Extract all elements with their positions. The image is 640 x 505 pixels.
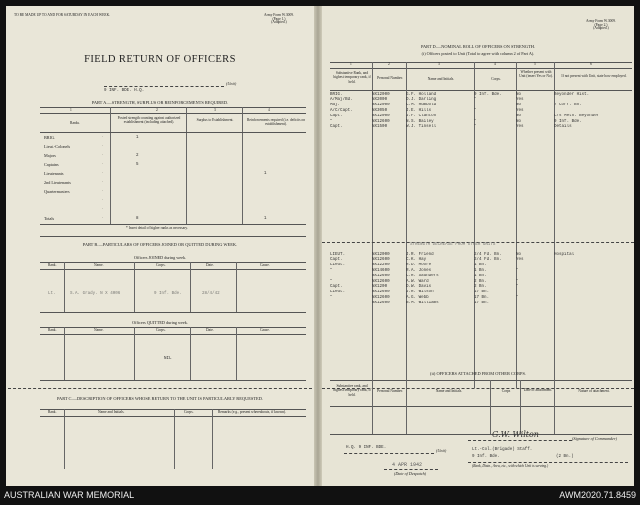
partD-col-number: 3 <box>438 62 440 66</box>
partA-reinf: 1 <box>264 217 267 221</box>
roll-cell: 17 Bn. <box>474 295 490 300</box>
roll-cell: " <box>474 98 477 103</box>
quitted-col-corps: Corps. <box>156 328 166 332</box>
roll-cell: NX12600 <box>372 295 390 300</box>
roll-cell: 7 Corr. Bn. <box>554 103 582 108</box>
partD-header-corps: Corps. <box>491 77 501 81</box>
partC-col-name: Name and Initials. <box>98 410 125 414</box>
partA-dots: · <box>102 198 104 202</box>
roll-cell: " <box>516 295 519 300</box>
page-fold <box>314 6 322 486</box>
partA-col-number: 2 <box>156 108 158 112</box>
roll-cell: NX12200 <box>372 263 390 268</box>
form-ref: Army Form W.3009. (Page 1.) (Adapted.) <box>264 13 294 25</box>
joined-col-date: Date. <box>206 263 214 267</box>
partD-header-employed: If not present with Unit, state how employed. <box>561 74 627 78</box>
roll-cell: No <box>516 119 522 124</box>
roll-cell: 1 Bn. <box>474 274 487 279</box>
roll-cell: W.J. Tinsell <box>406 125 437 130</box>
roll-cell: BRIG. <box>330 92 343 97</box>
partA-rank: Lieut.-Colonels <box>44 144 71 149</box>
roll-cell: NX2000 <box>372 98 388 103</box>
partE-col-corps: Corps <box>501 389 511 393</box>
roll-cell: Capt. <box>330 125 343 130</box>
roll-cell: NX12000 <box>372 114 390 119</box>
roll-row <box>330 124 632 129</box>
partD-col-number: 1 <box>350 62 352 66</box>
partC-col-rank: Rank. <box>48 410 57 414</box>
partA-dots: · <box>102 189 104 193</box>
quitted-col-name: Name. <box>94 328 104 332</box>
roll-cell: NX12000 <box>372 252 390 257</box>
roll-cell: N.S. Bailey <box>406 119 434 124</box>
quitted-col-cause: Cause. <box>260 328 270 332</box>
roll-cell: D.W. Davis <box>406 285 432 290</box>
roll-cell: No <box>516 92 522 97</box>
roll-cell: 1 Bn. <box>474 263 487 268</box>
roll-cell: " <box>330 301 333 306</box>
partA-col-number: 3 <box>214 108 216 112</box>
roll-cell: Lieut. <box>330 263 346 268</box>
roll-cell: " <box>330 119 333 124</box>
roll-cell: 2 Bn. <box>474 285 487 290</box>
roll-cell: 9 Inf. Bde. <box>554 119 582 124</box>
roll-cell: " <box>474 108 477 113</box>
roll-cell: NX12600 <box>372 279 390 284</box>
partD-col-number: 4 <box>494 62 496 66</box>
roll-cell: 17 Bn. <box>474 290 490 295</box>
roll-cell: R.A. Jones <box>406 268 432 273</box>
roll-cell: Yes <box>516 258 524 263</box>
roll-cell: J.F. Clanton <box>406 114 437 119</box>
roll-cell: C.M. Humbold <box>406 103 437 108</box>
roll-cell: Capt. <box>330 258 343 263</box>
partA-dots: · <box>102 180 104 184</box>
partA-rank: BRIG. <box>44 135 56 140</box>
roll-cell: " <box>474 103 477 108</box>
roll-cell: G.F. Holland <box>406 92 437 97</box>
partA-title: PART A.—STRENGTH, SURPLUS OR REINFORCEMENTS REQUIRED. <box>91 100 229 105</box>
roll-cell: " <box>516 301 519 306</box>
roll-cell <box>554 301 632 306</box>
roll-row <box>330 92 632 97</box>
roll-cell: 2 Bn. <box>474 279 487 284</box>
partC-title: PART C.—DESCRIPTION OF OFFICERS WHOSE RETURN TO THE UNIT IS PARTICULARLY REQUESTED. <box>56 396 264 401</box>
partE-col-rank: Substantive rank, and highest temporary rank, if held. <box>333 384 371 397</box>
roll-cell: " <box>516 263 519 268</box>
date-stamp: 4 APR 1942 <box>392 462 423 468</box>
roll-cell: 2/4 Fd. Bn. <box>474 258 502 263</box>
partA-rank: Captains <box>44 162 59 167</box>
footer-unit-value: H.Q. 9 INF. BDE. <box>346 446 387 450</box>
partA-header-posted: Posted strength counting against authorized establishment (including attached). <box>117 116 181 125</box>
partE-col-nature: Nature of attachment. <box>578 389 610 393</box>
strength-roll-table <box>330 252 632 306</box>
roll-cell: " <box>474 114 477 119</box>
partE-title: (ii) OFFICERS ATTACHED FROM OTHER CORPS. <box>429 371 526 376</box>
partA-posted: 5 <box>136 163 139 167</box>
quitted-nil: NIL <box>164 357 172 361</box>
roll-cell: " <box>330 274 333 279</box>
roll-cell: " <box>516 290 519 295</box>
roll-cell: NX12600 <box>372 290 390 295</box>
roll-cell: NX14600 <box>372 268 390 273</box>
roll-cell: 1 Bn. <box>474 268 487 273</box>
roll-row <box>330 301 632 306</box>
partA-header-reinf: Reinforcements required (i.e. deficits on establishment). <box>246 118 306 127</box>
roll-cell: A.G. Webb <box>406 295 429 300</box>
joined-corps: 9 Inf. Bde. <box>154 292 182 296</box>
roll-cell: NX12600 <box>372 119 390 124</box>
roll-cell: Capt. <box>330 114 343 119</box>
roll-cell: Maj. <box>330 103 341 108</box>
roll-cell: No <box>516 114 522 119</box>
roll-cell: No <box>516 103 522 108</box>
partA-footnote: * Insert detail of higher ranks as necessary. <box>126 226 188 230</box>
left-page <box>6 6 314 486</box>
commander-signature: G.W. Wilton <box>492 430 539 439</box>
joined-col-corps: Corps. <box>156 263 166 267</box>
roll-cell: NX1500 <box>372 125 388 130</box>
caption-right: AWM2020.71.8459 <box>559 490 636 500</box>
partA-dots: · <box>102 216 104 220</box>
roll-cell: 2/4 Fd. Bn. <box>474 252 502 257</box>
page-title: FIELD RETURN OF OFFICERS <box>84 54 236 65</box>
partD-col-number: 5 <box>534 62 536 66</box>
roll-cell: NX12600 <box>372 274 390 279</box>
roll-cell: A/C/Capt. <box>330 108 353 113</box>
partD-header-name: Name and Initials. <box>427 77 455 81</box>
footer-unit-label: (Unit) <box>436 448 447 453</box>
roll-cell: J.R. Friend <box>406 252 434 257</box>
roll-cell: Beyonder Hist. <box>554 92 590 97</box>
roll-cell: J.R. Wilson <box>406 290 434 295</box>
partA-header-ranks: Ranks. <box>70 121 80 125</box>
partA-rank: Majors <box>44 153 56 158</box>
roll-cell: NX3050 <box>372 108 388 113</box>
joined-col-rank: Rank. <box>48 263 57 267</box>
roll-cell: NX12600 <box>372 258 390 263</box>
unit-label: (Unit) <box>226 81 237 86</box>
joined-rank: Lt. <box>48 292 56 296</box>
roll-cell: A.W. Ward <box>406 279 429 284</box>
partA-dots: · <box>102 144 104 148</box>
partE-col-number: Personal Number. <box>377 389 403 393</box>
rank-value: (2 Bn.) <box>556 455 574 459</box>
signature-label: (Signature of Commander) <box>572 436 617 441</box>
joined-col-cause: Cause. <box>260 263 270 267</box>
roll-cell: " <box>474 125 477 130</box>
strength-header: STRENGTH DECREASE FROM OTHER UNITS <box>410 243 496 247</box>
partA-dots: · <box>102 171 104 175</box>
date-label: (Date of Despatch) <box>394 471 427 476</box>
right-page <box>322 6 634 486</box>
roll-cell: A/Maj/Bd. <box>330 98 353 103</box>
partA-rank: Totals <box>44 216 55 221</box>
partC-col-corps: Corps. <box>184 410 194 414</box>
roll-cell: D.J. Darling <box>406 98 437 103</box>
partD-header-present: Whether present with Unit (insert Yes or No). <box>519 70 553 79</box>
roll-cell: 17 Bn. <box>474 301 490 306</box>
roll-cell: NX12000 <box>372 92 390 97</box>
partA-dots: · <box>102 207 104 211</box>
unit-line <box>104 78 144 96</box>
roll-cell: " <box>330 279 333 284</box>
roll-cell: 9 Inf. Bde. <box>474 92 502 97</box>
roll-cell: Yes <box>516 125 524 130</box>
partC-col-remarks: Remarks (e.g., present whereabouts, if known). <box>218 410 287 414</box>
partA-posted: 1 <box>136 136 139 140</box>
partB-title: PART B.—PARTICULARS OF OFFICERS JOINED OR QUITTED DURING WEEK. <box>82 242 238 247</box>
quitted-col-rank: Rank. <box>48 328 57 332</box>
partD-title: PART D.—NOMINAL ROLL OF OFFICERS ON STRENGTH. <box>420 44 536 49</box>
roll-cell: Lieut. <box>330 290 346 295</box>
top-note: TO BE MADE UP TO AND FOR SATURDAY IN EACH WEEK. <box>14 13 111 17</box>
roll-cell: Hospital <box>554 252 575 257</box>
roll-cell: " <box>516 285 519 290</box>
joined-date: 28/4/42 <box>202 292 220 296</box>
partA-dots: · <box>102 135 104 139</box>
partA-rank: 2nd Lieutenants <box>44 180 71 185</box>
commander-line: Lt.-Col.(Brigade) Staff. <box>472 448 533 452</box>
roll-cell: " <box>330 295 333 300</box>
roll-cell: C.K. Hay <box>406 258 427 263</box>
roll-cell: Yes <box>516 98 524 103</box>
partD-subtitle: (i) Officers posted to Unit (Total to agree with column 2 of Part A). <box>421 51 535 56</box>
rank-label: (Rank, Distn., Area, etc., with which Unit is serving.) <box>472 464 549 468</box>
roll-cell: Capt. <box>330 285 343 290</box>
form-ref-right: Army Form W.3009. (Page 2.) (Adapted.) <box>586 19 616 31</box>
quitted-title: Officers QUITTED during week. <box>132 320 188 325</box>
joined-title: Officers JOINED during week. <box>133 255 187 260</box>
caption-left: AUSTRALIAN WAR MEMORIAL <box>4 490 135 500</box>
roll-cell: B.M. Williams <box>406 301 439 306</box>
roll-cell: " <box>474 119 477 124</box>
roll-cell: NX1200 <box>372 285 388 290</box>
partD-header-rank: Substantive Rank, and highest temporary rank, if held. <box>333 71 371 84</box>
partA-col-number: 1 <box>70 108 72 112</box>
partA-rank: Quartermasters <box>44 189 70 194</box>
partE-col-date: Date of attachment. <box>523 388 553 392</box>
officer-roll-table <box>330 92 632 130</box>
partA-dots: · <box>102 153 104 157</box>
roll-cell: LIEUT. <box>330 252 346 257</box>
roll-cell: Details <box>554 125 572 130</box>
roll-cell: NX12000 <box>372 103 390 108</box>
roll-cell: NX12600 <box>372 301 390 306</box>
partD-header-number: Personal Number. <box>377 76 403 80</box>
roll-cell: C.R. Saunders <box>406 274 439 279</box>
joined-name: S.A. Grady. N X 4006 <box>70 292 121 296</box>
roll-cell: " <box>516 274 519 279</box>
roll-cell: " <box>516 268 519 273</box>
rank-line: 9 Inf. Bde. <box>472 455 500 459</box>
roll-cell: " <box>330 268 333 273</box>
partE-col-name: Name and Initials. <box>435 389 463 393</box>
roll-cell: No <box>516 252 522 257</box>
roll-cell: R.D. Moore <box>406 263 432 268</box>
partA-posted: 2 <box>136 154 139 158</box>
roll-cell: Yes <box>516 108 524 113</box>
roll-cell: J.E. Hills <box>406 108 432 113</box>
partA-reinf: 1 <box>264 172 267 176</box>
quitted-col-date: Date. <box>206 328 214 332</box>
partA-col-number: 4 <box>268 108 270 112</box>
roll-cell: " <box>516 279 519 284</box>
partD-col-number: 6 <box>590 62 592 66</box>
partA-posted: 8 <box>136 217 139 221</box>
joined-col-name: Name. <box>94 263 104 267</box>
partA-header-surplus: Surplus to Establishment. <box>196 118 234 122</box>
partA-rank: Lieutenants <box>44 171 64 176</box>
roll-cell: L/s Meth. Beyonder <box>554 114 600 119</box>
partA-dots: · <box>102 162 104 166</box>
unit-value: 9 INF. BDE. H.Q. <box>104 89 145 93</box>
partD-col-number: 2 <box>388 62 390 66</box>
